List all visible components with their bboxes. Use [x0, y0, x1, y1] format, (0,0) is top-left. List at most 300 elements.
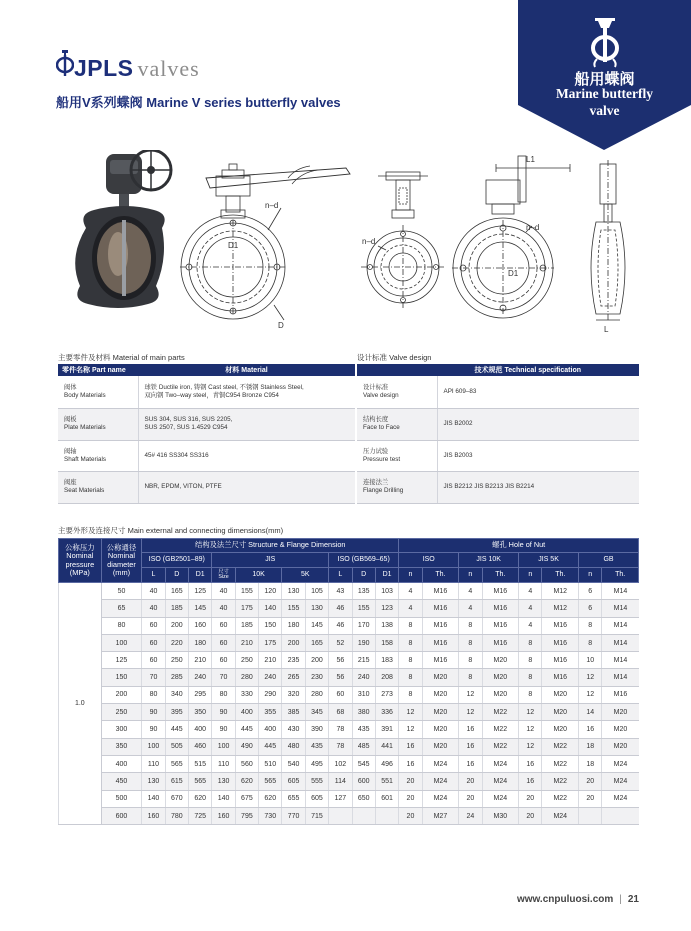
- brand-name: JPLS: [74, 55, 134, 81]
- table-cell: 8: [519, 669, 542, 686]
- table-cell: 515: [189, 755, 212, 772]
- table-cell: 4: [519, 583, 542, 600]
- iso-gb2501-header: ISO (GB2501–89): [142, 553, 212, 568]
- table-cell: 40: [212, 583, 235, 600]
- spec-name-cn: 压力试验: [363, 447, 389, 455]
- table-cell: 435: [305, 738, 328, 755]
- table-cell: 250: [165, 652, 188, 669]
- part-name-en: Seat Materials: [64, 487, 105, 494]
- table-cell: 4: [459, 583, 482, 600]
- table-row: [58, 471, 355, 503]
- table-cell: 601: [375, 790, 398, 807]
- table-cell: 8: [579, 634, 602, 651]
- table-cell: 445: [235, 721, 258, 738]
- col-n: n: [399, 568, 422, 583]
- drawing-label-nd-2: n–d: [362, 237, 376, 246]
- table-cell: 280: [305, 686, 328, 703]
- table-cell: M16: [422, 617, 459, 634]
- table-cell: 24: [459, 807, 482, 824]
- table-cell: 120: [259, 583, 282, 600]
- table-cell: 380: [352, 704, 375, 721]
- table-cell: 655: [282, 790, 305, 807]
- jis5k-hole-header: JIS 5K: [519, 553, 579, 568]
- col-d1: D1: [375, 568, 398, 583]
- table-cell: 615: [165, 773, 188, 790]
- nominal-diameter-cell: 500: [101, 790, 142, 807]
- table-cell: 46: [329, 617, 352, 634]
- table-cell: M22: [482, 738, 519, 755]
- nominal-diameter-cell: 50: [101, 583, 142, 600]
- table-cell: 725: [189, 807, 212, 824]
- table-cell: 336: [375, 704, 398, 721]
- table-cell: M22: [542, 738, 579, 755]
- table-cell: 160: [142, 807, 165, 824]
- table-cell: M20: [602, 721, 639, 738]
- table-cell: 795: [235, 807, 258, 824]
- table-cell: 441: [375, 738, 398, 755]
- hole-of-nut-header: 螺孔 Hole of Nut: [399, 539, 639, 553]
- table-row: [357, 440, 639, 471]
- table-cell: 68: [329, 704, 352, 721]
- table-cell: M22: [482, 704, 519, 721]
- table-cell: M30: [482, 807, 519, 824]
- table-cell: 20: [399, 807, 422, 824]
- table-cell: 435: [352, 721, 375, 738]
- table-cell: M24: [482, 790, 519, 807]
- table-cell: 12: [399, 721, 422, 738]
- table-row: [59, 686, 639, 703]
- table-cell: 110: [142, 755, 165, 772]
- table-cell: 16: [519, 773, 542, 790]
- spec-value: JIS B2212 JIS B2213 JIS B2214: [437, 471, 639, 503]
- footer-url: www.cnpuluosi.com: [516, 894, 614, 905]
- table-cell: 78: [329, 721, 352, 738]
- table-cell: [602, 807, 639, 824]
- table-cell: 200: [305, 652, 328, 669]
- table-cell: 565: [189, 773, 212, 790]
- iso-hole-header: ISO: [399, 553, 459, 568]
- table-cell: M20: [482, 652, 519, 669]
- valve-logo-icon: [56, 50, 74, 76]
- table-cell: 8: [399, 617, 422, 634]
- table-row: [58, 440, 355, 471]
- table-cell: 70: [142, 669, 165, 686]
- structure-flange-header: 结构及法兰尺寸 Structure & Flange Dimension: [142, 539, 399, 553]
- col-n: n: [519, 568, 542, 583]
- table-cell: [352, 807, 375, 824]
- table-cell: 208: [375, 669, 398, 686]
- table-cell: 16: [399, 738, 422, 755]
- table-cell: 40: [142, 600, 165, 617]
- spec-name-en: Valve design: [363, 391, 399, 399]
- table-cell: 496: [375, 755, 398, 772]
- table-row: [59, 652, 639, 669]
- table-row: [59, 617, 639, 634]
- table-cell: 8: [399, 669, 422, 686]
- table-row: [59, 634, 639, 651]
- table-cell: 40: [142, 583, 165, 600]
- table-cell: 60: [142, 634, 165, 651]
- table-cell: [329, 807, 352, 824]
- part-name-cn: 阀板: [64, 416, 77, 424]
- table-cell: 114: [329, 773, 352, 790]
- page-number: 21: [627, 894, 639, 905]
- table-cell: 175: [259, 634, 282, 651]
- material-value: NBR, EPDM, VITON, PTFE: [144, 483, 222, 491]
- table-cell: 46: [329, 600, 352, 617]
- table-cell: 620: [189, 790, 212, 807]
- nominal-pressure-header: 公称压力 Nominal pressure (MPa): [59, 539, 102, 583]
- table-cell: M27: [422, 807, 459, 824]
- technical-header: 技术规范 Technical specification: [357, 364, 639, 376]
- table-cell: M20: [482, 686, 519, 703]
- table-cell: M20: [422, 686, 459, 703]
- table-cell: M24: [602, 773, 639, 790]
- table-cell: 240: [189, 669, 212, 686]
- table-row: [58, 408, 355, 440]
- table-row: [59, 669, 639, 686]
- col-n: n: [459, 568, 482, 583]
- table-cell: 12: [519, 704, 542, 721]
- nominal-diameter-cell: 200: [101, 686, 142, 703]
- table-cell: M24: [602, 790, 639, 807]
- table-cell: 165: [165, 583, 188, 600]
- table-cell: 600: [352, 773, 375, 790]
- table-cell: 555: [305, 773, 328, 790]
- materials-section-label: 主要零件及材料 Material of main parts: [58, 353, 185, 362]
- material-value: 45# 416 SS304 SS316: [144, 451, 209, 459]
- table-cell: 60: [142, 652, 165, 669]
- col-d: D: [352, 568, 375, 583]
- table-row: [59, 807, 639, 824]
- table-cell: 78: [329, 738, 352, 755]
- table-cell: 350: [189, 704, 212, 721]
- part-name-en: Plate Materials: [64, 424, 106, 431]
- table-cell: 20: [459, 790, 482, 807]
- table-cell: M16: [482, 600, 519, 617]
- table-cell: M22: [482, 721, 519, 738]
- table-cell: 390: [305, 721, 328, 738]
- table-cell: 485: [352, 738, 375, 755]
- table-cell: M22: [542, 773, 579, 790]
- table-cell: M16: [422, 600, 459, 617]
- table-cell: 20: [519, 790, 542, 807]
- footer-separator: |: [619, 894, 622, 905]
- part-name-en: Shaft Materials: [64, 455, 106, 463]
- table-cell: 20: [399, 790, 422, 807]
- table-cell: M20: [422, 704, 459, 721]
- table-cell: 620: [259, 790, 282, 807]
- table-cell: M16: [542, 617, 579, 634]
- gb-hole-header: GB: [579, 553, 639, 568]
- table-cell: 80: [142, 686, 165, 703]
- table-row: [59, 773, 639, 790]
- nominal-diameter-cell: 450: [101, 773, 142, 790]
- table-cell: M20: [602, 738, 639, 755]
- table-cell: 56: [329, 652, 352, 669]
- table-cell: 210: [259, 652, 282, 669]
- table-cell: M20: [542, 686, 579, 703]
- badge-title-en-line2: valve: [589, 103, 620, 118]
- table-cell: 155: [282, 600, 305, 617]
- table-cell: 200: [165, 617, 188, 634]
- table-cell: 505: [165, 738, 188, 755]
- table-cell: 340: [165, 686, 188, 703]
- table-cell: 43: [329, 583, 352, 600]
- table-cell: 460: [189, 738, 212, 755]
- table-cell: [579, 807, 602, 824]
- table-cell: 14: [579, 704, 602, 721]
- table-cell: 210: [189, 652, 212, 669]
- page-title: 船用V系列蝶阀 Marine V series butterfly valves: [56, 95, 341, 110]
- table-cell: M20: [422, 669, 459, 686]
- table-cell: 8: [519, 686, 542, 703]
- table-cell: M12: [542, 583, 579, 600]
- part-name-en: Body Materials: [64, 391, 106, 399]
- table-cell: 16: [459, 738, 482, 755]
- nominal-pressure-cell: 1.0: [59, 583, 102, 825]
- table-cell: M16: [542, 634, 579, 651]
- table-cell: 290: [259, 686, 282, 703]
- table-cell: M20: [482, 669, 519, 686]
- dimensions-section-label: 主要外形及连接尺寸 Main external and connecting dimensions(mm): [58, 526, 284, 535]
- table-row: [357, 471, 639, 503]
- table-row: [59, 790, 639, 807]
- spec-name-en: Pressure test: [363, 455, 401, 463]
- table-cell: 6: [579, 583, 602, 600]
- drawing-label-d-1: D: [278, 321, 284, 330]
- table-cell: M16: [422, 583, 459, 600]
- table-cell: 16: [519, 755, 542, 772]
- table-cell: 730: [259, 807, 282, 824]
- table-cell: 123: [375, 600, 398, 617]
- table-cell: 145: [189, 600, 212, 617]
- table-cell: 8: [459, 617, 482, 634]
- table-cell: 100: [142, 738, 165, 755]
- valve-photo: [75, 150, 171, 308]
- nominal-diameter-cell: 65: [101, 600, 142, 617]
- table-cell: 70: [212, 669, 235, 686]
- brand-subtitle: valves: [137, 56, 200, 81]
- table-cell: 8: [519, 634, 542, 651]
- table-cell: 540: [282, 755, 305, 772]
- jis-header: JIS: [212, 553, 329, 568]
- table-cell: 280: [235, 669, 258, 686]
- spec-name-cn: 结构长度: [363, 416, 389, 424]
- table-cell: 90: [212, 721, 235, 738]
- table-cell: M24: [482, 755, 519, 772]
- table-cell: 140: [259, 600, 282, 617]
- table-cell: 160: [212, 807, 235, 824]
- table-cell: 140: [212, 790, 235, 807]
- table-cell: 12: [399, 704, 422, 721]
- table-cell: 250: [235, 652, 258, 669]
- spec-name-cn: 连接法兰: [363, 479, 389, 487]
- table-cell: 240: [352, 669, 375, 686]
- col-d1: D1: [189, 568, 212, 583]
- table-cell: 130: [212, 773, 235, 790]
- table-cell: 16: [459, 755, 482, 772]
- table-row: [59, 755, 639, 772]
- drawing-label-nd-1: n–d: [265, 201, 279, 210]
- table-cell: 18: [579, 755, 602, 772]
- table-cell: 770: [282, 807, 305, 824]
- table-cell: 355: [259, 704, 282, 721]
- spec-name-en: Flange Drilling: [363, 487, 404, 494]
- table-cell: 345: [305, 704, 328, 721]
- table-cell: 620: [235, 773, 258, 790]
- table-cell: 16: [579, 721, 602, 738]
- table-cell: 165: [305, 634, 328, 651]
- table-cell: 20: [399, 773, 422, 790]
- table-cell: 6: [579, 600, 602, 617]
- nominal-diameter-cell: 250: [101, 704, 142, 721]
- section-valve-drawing: [591, 160, 625, 320]
- spec-name-en: Face to Face: [363, 424, 400, 431]
- table-cell: 385: [282, 704, 305, 721]
- table-cell: 4: [519, 600, 542, 617]
- table-cell: 240: [259, 669, 282, 686]
- table-cell: 605: [282, 773, 305, 790]
- table-cell: M12: [542, 600, 579, 617]
- nominal-diameter-cell: 350: [101, 738, 142, 755]
- table-cell: 391: [375, 721, 398, 738]
- table-cell: 8: [399, 634, 422, 651]
- table-cell: 545: [352, 755, 375, 772]
- table-cell: M20: [542, 721, 579, 738]
- table-cell: 8: [579, 617, 602, 634]
- table-cell: 52: [329, 634, 352, 651]
- table-cell: 185: [235, 617, 258, 634]
- drawing-label-l: L: [604, 325, 609, 334]
- col-d: D: [165, 568, 188, 583]
- table-row: [59, 704, 639, 721]
- drawing-label-l1: L1: [526, 155, 535, 164]
- table-cell: 90: [212, 704, 235, 721]
- table-cell: 430: [282, 721, 305, 738]
- table-cell: 200: [282, 634, 305, 651]
- table-cell: 265: [282, 669, 305, 686]
- badge-title-cn: 船用蝶阀: [574, 70, 635, 88]
- col-th: Th.: [602, 568, 639, 583]
- table-cell: 400: [235, 704, 258, 721]
- table-cell: 395: [165, 704, 188, 721]
- table-cell: M20: [542, 704, 579, 721]
- table-cell: 127: [329, 790, 352, 807]
- table-cell: 310: [352, 686, 375, 703]
- table-cell: 605: [305, 790, 328, 807]
- table-cell: 185: [165, 600, 188, 617]
- jis10k-hole-header: JIS 10K: [459, 553, 519, 568]
- table-cell: 12: [579, 669, 602, 686]
- table-cell: M16: [482, 634, 519, 651]
- table-cell: M16: [542, 652, 579, 669]
- spec-value: API 609–83: [437, 376, 639, 408]
- table-cell: 8: [459, 634, 482, 651]
- table-cell: 285: [165, 669, 188, 686]
- table-cell: 565: [259, 773, 282, 790]
- table-cell: M14: [602, 617, 639, 634]
- table-cell: M16: [482, 617, 519, 634]
- nominal-diameter-cell: 125: [101, 652, 142, 669]
- lever-valve-drawing: [180, 164, 350, 320]
- table-cell: 175: [235, 600, 258, 617]
- table-cell: 80: [212, 686, 235, 703]
- material-value: SUS 304, SUS 316, SUS 2205,: [144, 416, 233, 424]
- table-cell: M24: [422, 790, 459, 807]
- dimensions-table: [58, 538, 639, 825]
- table-cell: 330: [235, 686, 258, 703]
- table-cell: M16: [602, 686, 639, 703]
- table-cell: 12: [519, 738, 542, 755]
- table-row: [59, 583, 639, 600]
- table-cell: M16: [422, 634, 459, 651]
- technical-section-label: 设计标准 Valve design: [357, 353, 432, 362]
- table-cell: 320: [282, 686, 305, 703]
- table-cell: 780: [165, 807, 188, 824]
- nominal-diameter-cell: 600: [101, 807, 142, 824]
- table-cell: M24: [422, 773, 459, 790]
- part-name-cn: 阀座: [64, 479, 77, 487]
- table-cell: 180: [189, 634, 212, 651]
- col-l: L: [142, 568, 165, 583]
- table-cell: 480: [282, 738, 305, 755]
- table-cell: 110: [212, 755, 235, 772]
- table-cell: 560: [235, 755, 258, 772]
- table-cell: 150: [259, 617, 282, 634]
- table-cell: 60: [212, 634, 235, 651]
- nominal-diameter-header: 公称通径 Nominal diameter (mm): [101, 539, 142, 583]
- table-cell: 4: [399, 583, 422, 600]
- table-cell: 130: [142, 773, 165, 790]
- table-row: [357, 408, 639, 440]
- table-cell: 60: [212, 652, 235, 669]
- table-cell: 20: [579, 773, 602, 790]
- table-cell: [375, 807, 398, 824]
- material-value: SUS 2507, SUS 1.4529 C954: [144, 424, 228, 431]
- nominal-diameter-cell: 150: [101, 669, 142, 686]
- table-row: [59, 738, 639, 755]
- table-cell: 400: [259, 721, 282, 738]
- table-cell: 210: [235, 634, 258, 651]
- table-cell: 60: [329, 686, 352, 703]
- table-cell: 295: [189, 686, 212, 703]
- table-cell: 445: [259, 738, 282, 755]
- table-cell: 90: [142, 721, 165, 738]
- table-cell: 40: [212, 600, 235, 617]
- table-cell: 650: [352, 790, 375, 807]
- page-footer: [517, 894, 639, 905]
- iso-gb569-header: ISO (GB569–65): [329, 553, 399, 568]
- table-cell: M14: [602, 669, 639, 686]
- drawing-label-d1-3: D1: [508, 269, 519, 278]
- nominal-diameter-cell: 400: [101, 755, 142, 772]
- table-row: [59, 600, 639, 617]
- table-cell: 130: [282, 583, 305, 600]
- table-cell: 130: [305, 600, 328, 617]
- badge-title-en-line1: Marine butterfly: [555, 86, 654, 101]
- table-cell: 8: [399, 686, 422, 703]
- table-cell: 670: [165, 790, 188, 807]
- table-cell: 8: [399, 652, 422, 669]
- table-cell: 170: [352, 617, 375, 634]
- technical-table: [357, 364, 639, 504]
- table-cell: 180: [282, 617, 305, 634]
- col-n: n: [579, 568, 602, 583]
- table-cell: M14: [602, 634, 639, 651]
- table-cell: 12: [579, 686, 602, 703]
- table-cell: 190: [352, 634, 375, 651]
